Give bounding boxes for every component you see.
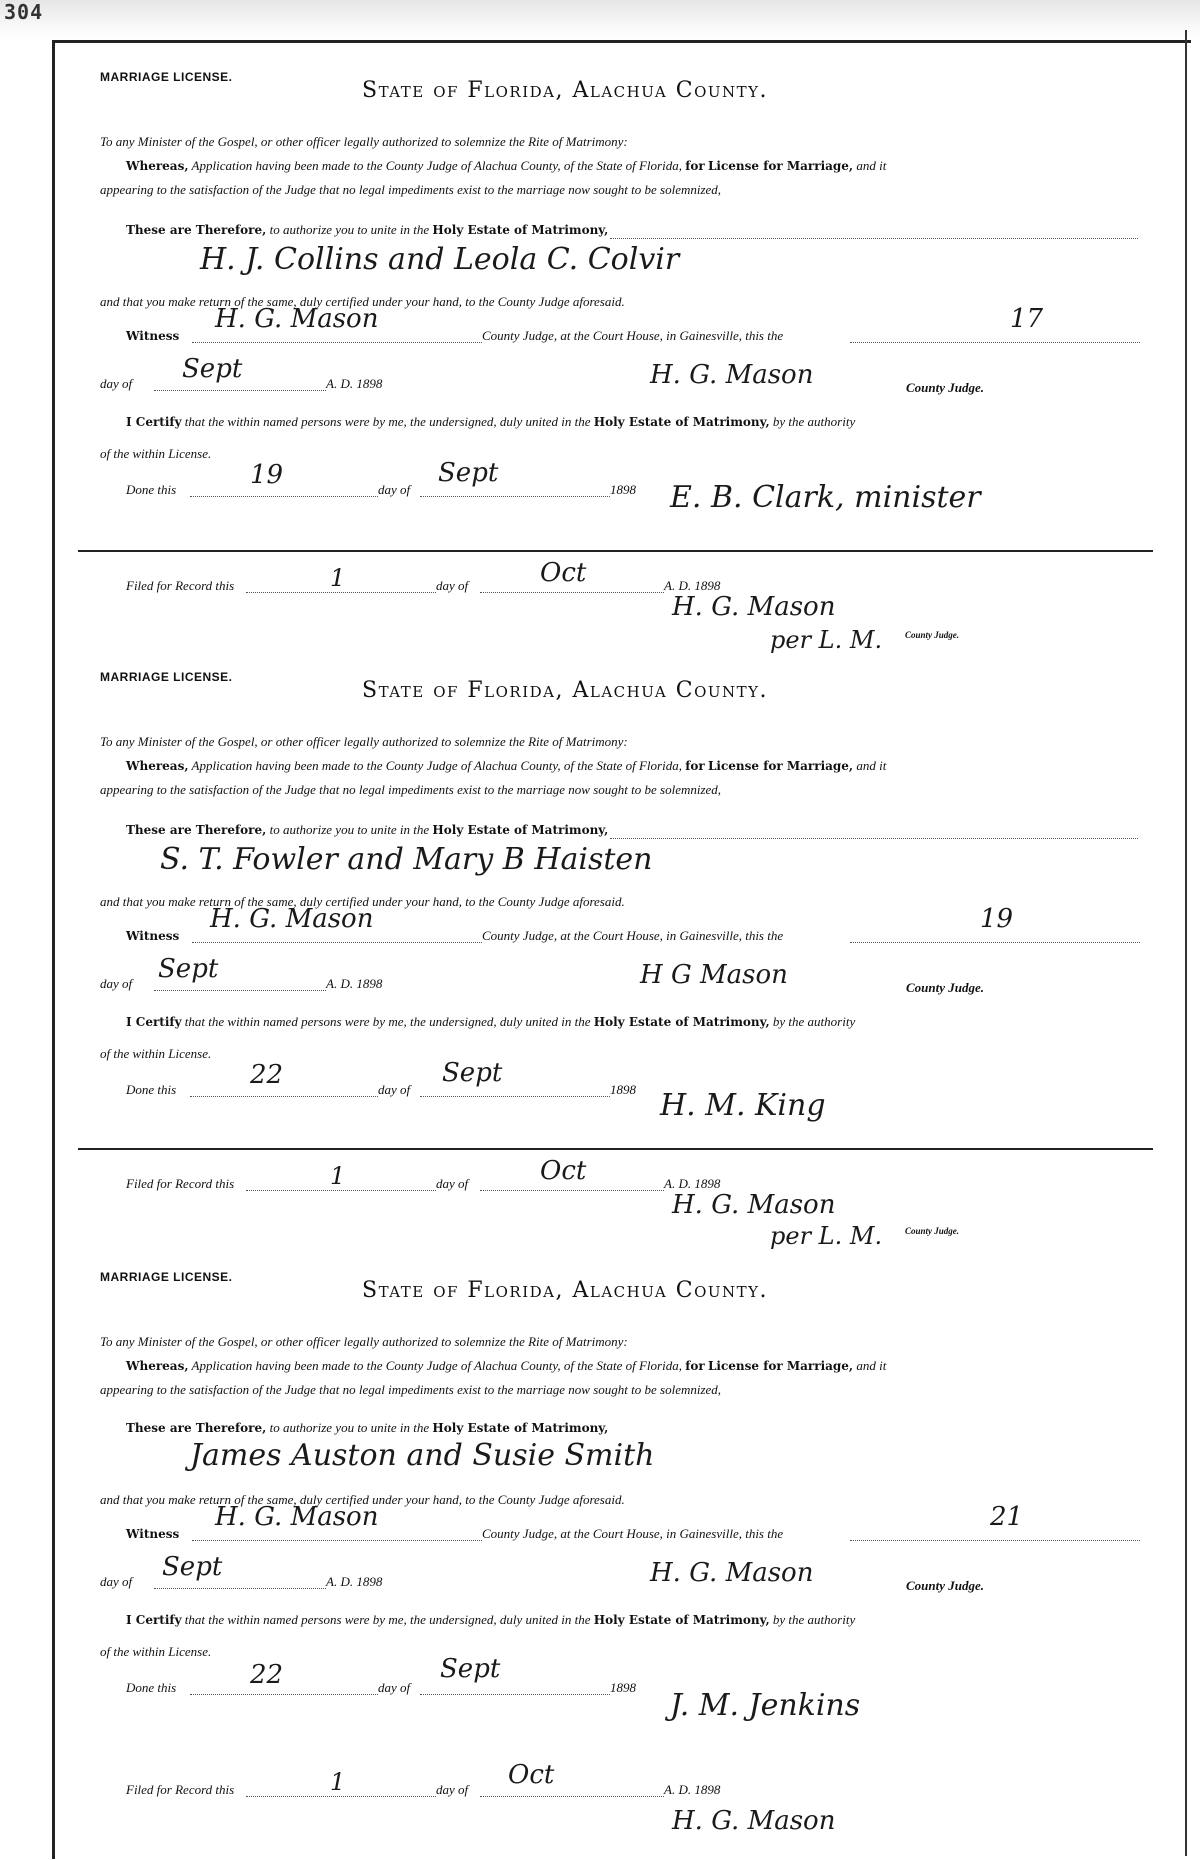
witness-label: Witness bbox=[126, 329, 180, 343]
address-line: To any Minister of the Gospel, or other officer legally authorized to solemnize the Rite of Matrimony: bbox=[100, 134, 628, 149]
filed-signature: H. G. Mason bbox=[672, 1190, 836, 1220]
done-this: Done this bbox=[126, 1082, 177, 1097]
filed-ad: A. D. 1898 bbox=[664, 578, 721, 593]
filed-ad: A. D. 1898 bbox=[664, 1782, 721, 1797]
fill-line bbox=[610, 238, 1138, 239]
license-2 bbox=[90, 670, 1150, 1260]
fill-line bbox=[246, 592, 436, 593]
fill-line bbox=[192, 1540, 482, 1541]
filed-per: per L. M. bbox=[770, 1222, 883, 1250]
license-label: MARRIAGE LICENSE. bbox=[100, 1270, 233, 1284]
license-label: MARRIAGE LICENSE. bbox=[100, 670, 233, 684]
witness-signature: H. G. Mason bbox=[215, 1502, 379, 1532]
issue-day: 19 bbox=[980, 904, 1014, 934]
witness-signature: H. G. Mason bbox=[215, 304, 379, 334]
done-month: Sept bbox=[438, 458, 499, 488]
done-year: 1898 bbox=[610, 1680, 636, 1695]
fill-line bbox=[850, 1540, 1140, 1541]
address-line: To any Minister of the Gospel, or other officer legally authorized to solemnize the Rite of Matrimony: bbox=[100, 1334, 628, 1349]
judge-signature: H. G. Mason bbox=[650, 360, 814, 390]
certify-line: I Certify that the within named persons were by me, the undersigned, duly united in the Holy Estate of Matrimony, by the authority bbox=[126, 414, 856, 429]
fill-line bbox=[192, 942, 482, 943]
fill-line bbox=[850, 342, 1140, 343]
officiant-signature: J. M. Jenkins bbox=[670, 1688, 861, 1723]
fill-line bbox=[420, 1694, 610, 1695]
filed-for-record: Filed for Record this bbox=[126, 1782, 235, 1797]
license-label: MARRIAGE LICENSE. bbox=[100, 70, 233, 84]
return-line: and that you make return of the same, duly certified under your hand, to the County Judge aforesaid. bbox=[100, 1492, 625, 1507]
filed-for-record: Filed for Record this bbox=[126, 1176, 235, 1191]
right-margin-rule bbox=[1185, 30, 1187, 1856]
fill-line bbox=[154, 1588, 326, 1589]
these-are-line: These are Therefore, to authorize you to unite in the Holy Estate of Matrimony, bbox=[126, 1420, 609, 1435]
done-year: 1898 bbox=[610, 1082, 636, 1097]
done-day: 22 bbox=[250, 1060, 284, 1090]
issue-month: Sept bbox=[158, 954, 219, 984]
whereas-line: Whereas, Application having been made to the County Judge of Alachua County, of the State of Florida, for License for Marriage, and it bbox=[126, 158, 887, 173]
appearing-line: appearing to the satisfaction of the Judge that no legal impediments exist to the marriage now sought to be solemnized, bbox=[100, 782, 722, 797]
day-of-short: day of bbox=[378, 482, 411, 497]
ad-year: A. D. 1898 bbox=[326, 976, 383, 991]
fill-line bbox=[480, 1796, 664, 1797]
county-judge-label: County Judge. bbox=[906, 980, 985, 995]
county-judge-label: County Judge. bbox=[906, 1578, 985, 1593]
these-are-line: These are Therefore, to authorize you to unite in the Holy Estate of Matrimony, bbox=[126, 822, 609, 837]
whereas-line: Whereas, Application having been made to the County Judge of Alachua County, of the State of Florida, for License for Marriage, and it bbox=[126, 758, 887, 773]
county-judge-small: County Judge. bbox=[905, 1226, 960, 1236]
filed-for-record: Filed for Record this bbox=[126, 578, 235, 593]
filed-signature: H. G. Mason bbox=[672, 1806, 836, 1836]
fill-line bbox=[480, 1190, 664, 1191]
filed-day-of: day of bbox=[436, 578, 469, 593]
ad-year: A. D. 1898 bbox=[326, 376, 383, 391]
these-are-line: These are Therefore, to authorize you to unite in the Holy Estate of Matrimony, bbox=[126, 222, 609, 237]
done-day: 22 bbox=[250, 1660, 284, 1690]
certify-line: I Certify that the within named persons were by me, the undersigned, duly united in the Holy Estate of Matrimony, by the authority bbox=[126, 1612, 856, 1627]
county-judge-at: County Judge, at the Court House, in Gainesville, this the bbox=[482, 928, 784, 943]
fill-line bbox=[246, 1190, 436, 1191]
day-of-short: day of bbox=[378, 1680, 411, 1695]
filed-per: per L. M. bbox=[770, 626, 883, 654]
day-of-label: day of bbox=[100, 376, 133, 391]
filed-day: 1 bbox=[330, 564, 346, 592]
filed-day: 1 bbox=[330, 1162, 346, 1190]
done-this: Done this bbox=[126, 482, 177, 497]
issue-month: Sept bbox=[182, 354, 243, 384]
fill-line bbox=[420, 1096, 610, 1097]
county-judge-small: County Judge. bbox=[905, 630, 960, 640]
license-1 bbox=[90, 70, 1150, 660]
scan-edge bbox=[0, 0, 1200, 40]
license-3 bbox=[90, 1270, 1150, 1860]
judge-signature: H G Mason bbox=[640, 960, 788, 990]
officiant-signature: E. B. Clark, minister bbox=[670, 480, 981, 515]
parties-names: James Auston and Susie Smith bbox=[190, 1438, 655, 1473]
parties-names: H. J. Collins and Leola C. Colvir bbox=[200, 242, 680, 277]
officiant-signature: H. M. King bbox=[660, 1088, 826, 1123]
filed-signature: H. G. Mason bbox=[672, 592, 836, 622]
ad-year: A. D. 1898 bbox=[326, 1574, 383, 1589]
fill-line bbox=[190, 496, 378, 497]
fill-line bbox=[154, 990, 326, 991]
witness-label: Witness bbox=[126, 929, 180, 943]
done-month: Sept bbox=[442, 1058, 503, 1088]
whereas-line: Whereas, Application having been made to the County Judge of Alachua County, of the State of Florida, for License for Marriage, and it bbox=[126, 1358, 887, 1373]
county-judge-label: County Judge. bbox=[906, 380, 985, 395]
filed-month: Oct bbox=[540, 1156, 587, 1186]
filed-ad: A. D. 1898 bbox=[664, 1176, 721, 1191]
witness-signature: H. G. Mason bbox=[210, 904, 374, 934]
divider-rule bbox=[78, 550, 1153, 552]
fill-line bbox=[480, 592, 664, 593]
judge-signature: H. G. Mason bbox=[650, 1558, 814, 1588]
fill-line bbox=[190, 1096, 378, 1097]
fill-line bbox=[192, 342, 482, 343]
return-line: and that you make return of the same, duly certified under your hand, to the County Judge aforesaid. bbox=[100, 894, 625, 909]
filed-day: 1 bbox=[330, 1768, 346, 1796]
day-of-label: day of bbox=[100, 1574, 133, 1589]
day-of-label: day of bbox=[100, 976, 133, 991]
parties-names: S. T. Fowler and Mary B Haisten bbox=[160, 842, 653, 877]
address-line: To any Minister of the Gospel, or other officer legally authorized to solemnize the Rite of Matrimony: bbox=[100, 734, 628, 749]
within-license: of the within License. bbox=[100, 446, 212, 461]
fill-line bbox=[610, 838, 1138, 839]
done-this: Done this bbox=[126, 1680, 177, 1695]
license-title: State of Florida, Alachua County. bbox=[362, 78, 769, 103]
divider-rule bbox=[78, 1148, 1153, 1150]
filed-month: Oct bbox=[540, 558, 587, 588]
done-day: 19 bbox=[250, 460, 284, 490]
issue-month: Sept bbox=[162, 1552, 223, 1582]
appearing-line: appearing to the satisfaction of the Judge that no legal impediments exist to the marriage now sought to be solemnized, bbox=[100, 1382, 722, 1397]
done-year: 1898 bbox=[610, 482, 636, 497]
filed-day-of: day of bbox=[436, 1782, 469, 1797]
fill-line bbox=[850, 942, 1140, 943]
issue-day: 17 bbox=[1010, 304, 1044, 334]
day-of-short: day of bbox=[378, 1082, 411, 1097]
return-line: and that you make return of the same, duly certified under your hand, to the County Judge aforesaid. bbox=[100, 294, 625, 309]
fill-line bbox=[420, 496, 610, 497]
page-number: 304 bbox=[4, 0, 44, 24]
fill-line bbox=[246, 1796, 436, 1797]
license-title: State of Florida, Alachua County. bbox=[362, 1278, 769, 1303]
filed-day-of: day of bbox=[436, 1176, 469, 1191]
county-judge-at: County Judge, at the Court House, in Gainesville, this the bbox=[482, 328, 784, 343]
fill-line bbox=[154, 390, 326, 391]
filed-month: Oct bbox=[508, 1760, 555, 1790]
certify-line: I Certify that the within named persons were by me, the undersigned, duly united in the Holy Estate of Matrimony, by the authority bbox=[126, 1014, 856, 1029]
county-judge-at: County Judge, at the Court House, in Gainesville, this the bbox=[482, 1526, 784, 1541]
done-month: Sept bbox=[440, 1654, 501, 1684]
within-license: of the within License. bbox=[100, 1046, 212, 1061]
issue-day: 21 bbox=[990, 1502, 1024, 1532]
appearing-line: appearing to the satisfaction of the Judge that no legal impediments exist to the marriage now sought to be solemnized, bbox=[100, 182, 722, 197]
within-license: of the within License. bbox=[100, 1644, 212, 1659]
fill-line bbox=[190, 1694, 378, 1695]
witness-label: Witness bbox=[126, 1527, 180, 1541]
license-title: State of Florida, Alachua County. bbox=[362, 678, 769, 703]
